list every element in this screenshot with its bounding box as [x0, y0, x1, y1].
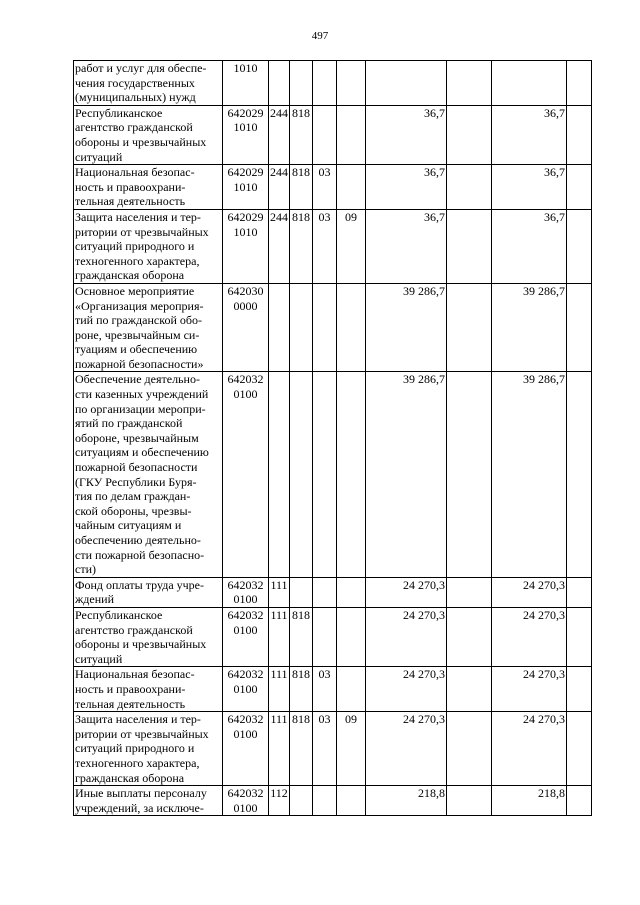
amount-cell: 24 270,3 [366, 712, 447, 786]
row-name-cell: работ и услуг для обеспе- чения государственных (муниципальных) нужд [74, 61, 223, 106]
administrator-code-cell: 818 [290, 165, 313, 210]
expense-type-cell [269, 372, 290, 577]
expense-type-cell [269, 61, 290, 106]
target-article-cell: 642032 0100 [223, 607, 269, 666]
subsection-cell [337, 372, 366, 577]
empty-cell [447, 667, 492, 712]
section-cell [313, 372, 337, 577]
amount-cell: 36,7 [492, 165, 567, 210]
amount-cell: 36,7 [492, 209, 567, 283]
subsection-cell [337, 283, 366, 372]
empty-cell [567, 577, 592, 607]
section-cell [313, 607, 337, 666]
target-article-cell: 642032 0100 [223, 667, 269, 712]
section-cell [313, 61, 337, 106]
administrator-code-cell [290, 786, 313, 816]
amount-cell [492, 61, 567, 106]
administrator-code-cell: 818 [290, 209, 313, 283]
administrator-code-cell: 818 [290, 607, 313, 666]
administrator-code-cell: 818 [290, 667, 313, 712]
section-cell [313, 105, 337, 164]
target-article-cell: 642032 0100 [223, 786, 269, 816]
administrator-code-cell [290, 283, 313, 372]
target-article-cell: 642029 1010 [223, 165, 269, 210]
target-article-cell: 642032 0100 [223, 712, 269, 786]
empty-cell [447, 209, 492, 283]
empty-cell [447, 105, 492, 164]
expense-type-cell: 112 [269, 786, 290, 816]
amount-cell: 39 286,7 [492, 283, 567, 372]
subsection-cell [337, 786, 366, 816]
amount-cell: 39 286,7 [492, 372, 567, 577]
empty-cell [567, 786, 592, 816]
expense-type-cell: 244 [269, 209, 290, 283]
empty-cell [447, 712, 492, 786]
target-article-cell: 642029 1010 [223, 105, 269, 164]
subsection-cell [337, 165, 366, 210]
empty-cell [447, 372, 492, 577]
subsection-cell [337, 667, 366, 712]
amount-cell: 24 270,3 [492, 577, 567, 607]
amount-cell: 39 286,7 [366, 372, 447, 577]
row-name-cell: Защита населения и тер- ритории от чрезвычайных ситуаций природного и техногенного характера, гражданская оборона [74, 209, 223, 283]
amount-cell: 24 270,3 [366, 607, 447, 666]
administrator-code-cell: 818 [290, 105, 313, 164]
budget-table-body [74, 61, 592, 816]
empty-cell [567, 283, 592, 372]
empty-cell [567, 712, 592, 786]
table-row [74, 577, 592, 607]
amount-cell: 36,7 [366, 165, 447, 210]
expense-type-cell: 111 [269, 712, 290, 786]
empty-cell [567, 165, 592, 210]
empty-cell [567, 209, 592, 283]
subsection-cell [337, 607, 366, 666]
target-article-cell: 1010 [223, 61, 269, 106]
expense-type-cell: 244 [269, 165, 290, 210]
empty-cell [567, 105, 592, 164]
empty-cell [567, 607, 592, 666]
target-article-cell: 642030 0000 [223, 283, 269, 372]
page-number: 497 [311, 30, 329, 42]
expense-type-cell: 111 [269, 667, 290, 712]
amount-cell: 218,8 [366, 786, 447, 816]
table-row [74, 105, 592, 164]
expense-type-cell: 111 [269, 577, 290, 607]
section-cell [313, 577, 337, 607]
empty-cell [447, 165, 492, 210]
table-row [74, 372, 592, 577]
target-article-cell: 642032 0100 [223, 372, 269, 577]
subsection-cell: 09 [337, 209, 366, 283]
row-name-cell: Обеспечение деятельно- сти казенных учреждений по организации меропри- ятий по гражданской обороне, чрезвычайным ситуациям и обеспечению пожарной безопасности (ГКУ Республики Буря- тия по делам граждан- ской обороны, чрезвы- чайным ситуациям и обеспечению деятельно- сти пожарной безопасно- сти) [74, 372, 223, 577]
section-cell [313, 283, 337, 372]
row-name-cell: Фонд оплаты труда учре- ждений [74, 577, 223, 607]
empty-cell [447, 607, 492, 666]
empty-cell [567, 667, 592, 712]
subsection-cell [337, 61, 366, 106]
expense-type-cell: 111 [269, 607, 290, 666]
amount-cell: 39 286,7 [366, 283, 447, 372]
administrator-code-cell [290, 372, 313, 577]
empty-cell [447, 786, 492, 816]
row-name-cell: Национальная безопас- ность и правоохрани- тельная деятельность [74, 667, 223, 712]
row-name-cell: Национальная безопас- ность и правоохрани- тельная деятельность [74, 165, 223, 210]
table-row [74, 667, 592, 712]
row-name-cell: Иные выплаты персоналу учреждений, за исключе- [74, 786, 223, 816]
amount-cell: 24 270,3 [366, 667, 447, 712]
amount-cell: 24 270,3 [366, 577, 447, 607]
table-row [74, 209, 592, 283]
amount-cell [366, 61, 447, 106]
target-article-cell: 642032 0100 [223, 577, 269, 607]
budget-table [73, 60, 592, 816]
section-cell: 03 [313, 165, 337, 210]
section-cell [313, 786, 337, 816]
empty-cell [447, 61, 492, 106]
section-cell: 03 [313, 209, 337, 283]
empty-cell [567, 372, 592, 577]
table-row [74, 61, 592, 106]
amount-cell: 24 270,3 [492, 712, 567, 786]
table-row [74, 607, 592, 666]
amount-cell: 24 270,3 [492, 667, 567, 712]
empty-cell [447, 577, 492, 607]
table-row [74, 712, 592, 786]
row-name-cell: Республиканское агентство гражданской обороны и чрезвычайных ситуаций [74, 607, 223, 666]
expense-type-cell: 244 [269, 105, 290, 164]
empty-cell [447, 283, 492, 372]
amount-cell: 218,8 [492, 786, 567, 816]
subsection-cell: 09 [337, 712, 366, 786]
row-name-cell: Защита населения и тер- ритории от чрезвычайных ситуаций природного и техногенного характера, гражданская оборона [74, 712, 223, 786]
amount-cell: 36,7 [492, 105, 567, 164]
subsection-cell [337, 105, 366, 164]
table-row [74, 283, 592, 372]
administrator-code-cell [290, 61, 313, 106]
amount-cell: 36,7 [366, 209, 447, 283]
row-name-cell: Основное мероприятие «Организация мероприя- тий по гражданской обо- роне, чрезвычайным си- туациям и обеспечению пожарной безопасности» [74, 283, 223, 372]
row-name-cell: Республиканское агентство гражданской обороны и чрезвычайных ситуаций [74, 105, 223, 164]
section-cell: 03 [313, 667, 337, 712]
subsection-cell [337, 577, 366, 607]
table-row [74, 786, 592, 816]
amount-cell: 36,7 [366, 105, 447, 164]
expense-type-cell [269, 283, 290, 372]
empty-cell [567, 61, 592, 106]
target-article-cell: 642029 1010 [223, 209, 269, 283]
section-cell: 03 [313, 712, 337, 786]
administrator-code-cell: 818 [290, 712, 313, 786]
table-row [74, 165, 592, 210]
administrator-code-cell [290, 577, 313, 607]
amount-cell: 24 270,3 [492, 607, 567, 666]
